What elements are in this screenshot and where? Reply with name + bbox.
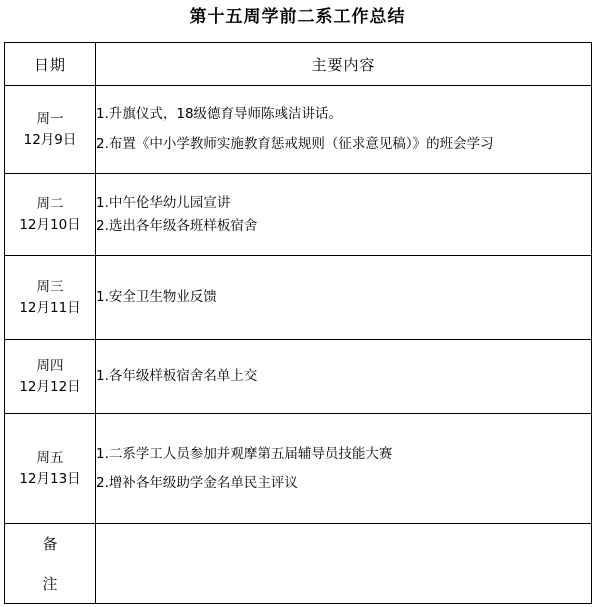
content-cell bbox=[96, 414, 592, 524]
list-item: 1.安全卫生物业反馈 bbox=[96, 289, 217, 305]
list-item: 2.选出各年级各班样板宿舍 bbox=[96, 217, 258, 234]
content-cell bbox=[96, 86, 592, 174]
weekday-label: 周一 bbox=[36, 110, 64, 127]
content-cell bbox=[96, 256, 592, 340]
weekday-label: 周二 bbox=[36, 195, 64, 212]
date-label: 12月9日 bbox=[23, 131, 77, 148]
content-column-header: 主要内容 bbox=[96, 43, 592, 86]
date-label: 12月12日 bbox=[19, 378, 81, 395]
date-label: 12月13日 bbox=[19, 470, 81, 487]
notes-label-char: 注 bbox=[42, 574, 58, 593]
date-column-header: 日期 bbox=[5, 43, 96, 86]
date-cell bbox=[5, 256, 96, 340]
list-item: 1.中午伦华幼儿园宣讲 bbox=[96, 194, 231, 211]
list-item: 1.二系学工人员参加并观摩第五届辅导员技能大赛 bbox=[96, 445, 393, 462]
date-label: 12月11日 bbox=[19, 299, 81, 316]
notes-label-cell bbox=[5, 524, 96, 604]
list-item: 1.各年级样板宿舍名单上交 bbox=[96, 368, 258, 384]
table-row bbox=[5, 86, 592, 174]
date-cell bbox=[5, 174, 96, 256]
table-row bbox=[5, 174, 592, 256]
weekday-label: 周五 bbox=[36, 449, 64, 466]
weekday-label: 周四 bbox=[36, 357, 64, 374]
table-row bbox=[5, 340, 592, 414]
table-row bbox=[5, 256, 592, 340]
list-item: 2.增补各年级助学金名单民主评议 bbox=[96, 474, 298, 491]
date-cell bbox=[5, 414, 96, 524]
table-header-row bbox=[5, 43, 592, 86]
notes-label-char: 备 bbox=[42, 534, 58, 553]
date-label: 12月10日 bbox=[19, 216, 81, 233]
table-row bbox=[5, 414, 592, 524]
list-item: 1.升旗仪式，18级德育导师陈彧洁讲话。 bbox=[96, 106, 343, 122]
schedule-table bbox=[4, 42, 592, 604]
list-item: 2.布置《中小学教师实施教育惩戒规则（征求意见稿）》的班会学习 bbox=[96, 136, 494, 152]
content-cell bbox=[96, 340, 592, 414]
content-cell bbox=[96, 174, 592, 256]
notes-row bbox=[5, 524, 592, 604]
notes-content-cell bbox=[96, 524, 592, 604]
weekday-label: 周三 bbox=[36, 278, 64, 295]
date-cell bbox=[5, 340, 96, 414]
date-cell bbox=[5, 86, 96, 174]
document-title: 第十五周学前二系工作总结 bbox=[189, 7, 406, 27]
